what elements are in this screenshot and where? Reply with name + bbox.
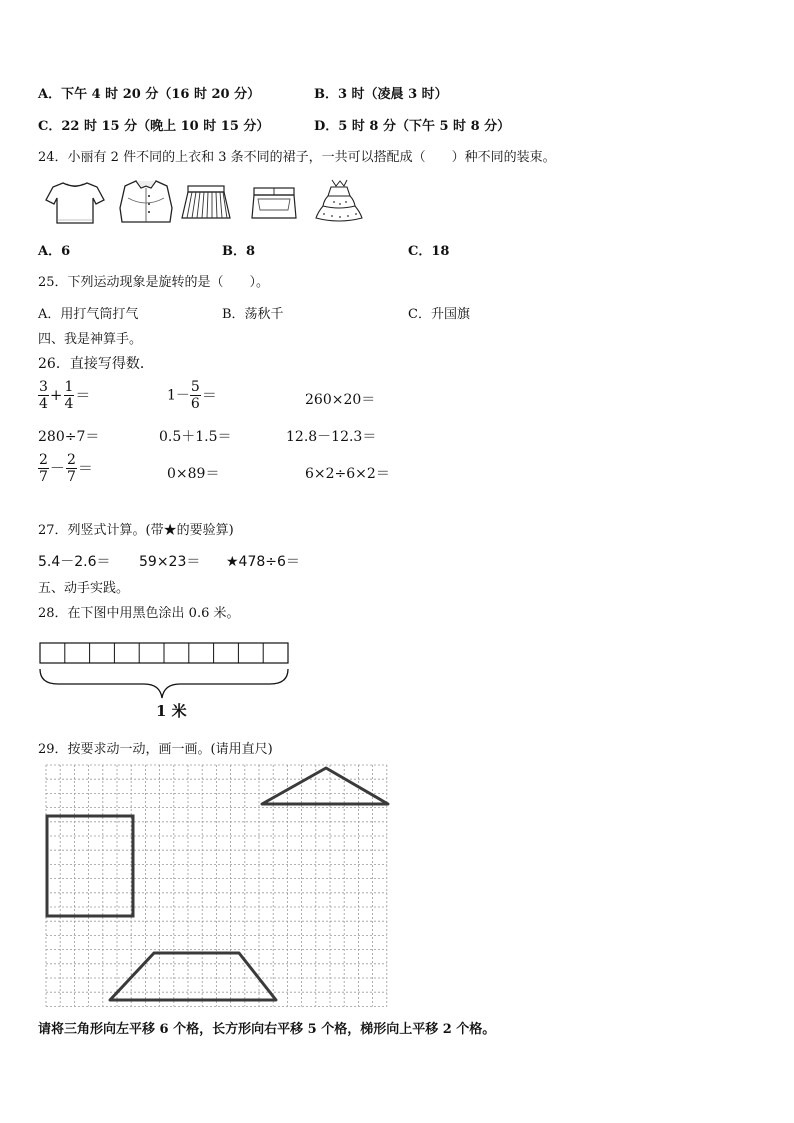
expr-lead: 1－ [167,387,190,404]
shirt-icon [45,180,105,226]
q26-expr-8: 0×89＝ [167,466,220,482]
q27-expr-3: ★478÷6＝ [226,554,300,570]
pleated-skirt-icon [180,184,232,222]
operator: + [49,385,63,404]
q25-option-c[interactable]: C．升国旗 [408,307,470,322]
meter-strip-diagram [36,640,294,704]
q23-option-d[interactable]: D．5 时 8 分（下午 5 时 8 分） [314,119,511,134]
q23-option-a[interactable]: A．下午 4 时 20 分（16 时 20 分） [38,87,261,102]
q27-expr-2: 59×23＝ [139,554,201,570]
q26-expr-7 [38,453,94,484]
q26-expr-2 [167,380,218,411]
grid-diagram [44,762,394,1008]
fraction-numerator: 2 [39,452,48,468]
trapezoid-shape [110,953,276,1000]
q25-option-a[interactable]: A．用打气筒打气 [38,307,139,322]
q27-expr-1: 5.4－2.6＝ [38,554,111,570]
equals-sign: ＝ [75,385,91,404]
q27-title: 27．列竖式计算。(带★的要验算) [38,523,234,538]
q23-option-b[interactable]: B．3 时（凌晨 3 时） [314,87,448,102]
q26-expr-1 [38,380,91,411]
q23-option-c[interactable]: C．22 时 15 分（晚上 10 时 15 分） [38,119,270,134]
fraction-numerator: 1 [64,379,74,395]
fraction-denominator: 7 [39,469,48,485]
triangle-shape [262,768,388,804]
q29-instruction: 请将三角形向左平移 6 个格，长方形向右平移 5 个格，梯形向上平移 2 个格。 [38,1022,496,1037]
q26-expr-5: 0.5＋1.5＝ [159,429,232,445]
fraction-denominator: 6 [190,396,200,412]
q26-expr-9: 6×2÷6×2＝ [305,466,390,482]
q26-title: 26．直接写得数． [38,356,154,372]
q28-question: 28．在下图中用黑色涂出 0.6 米。 [38,606,240,621]
q26-expr-3: 260×20＝ [305,392,376,408]
equals-sign: ＝ [201,385,217,404]
q29-question: 29．按要求动一动，画一画。(请用直尺) [38,742,273,757]
fraction-numerator: 2 [66,452,76,468]
fraction-denominator: 4 [39,396,48,412]
section-4-heading: 四、我是神算手。 [38,332,143,347]
q24-option-b[interactable]: B．8 [222,244,256,259]
q28-label-1m: 1 米 [156,702,187,720]
section-5-heading: 五、动手实践。 [38,581,130,596]
short-skirt-icon [250,186,298,222]
jacket-icon [118,178,174,226]
q26-expr-6: 12.8－12.3＝ [286,429,377,445]
q25-question: 25．下列运动现象是旋转的是（ ）。 [38,275,270,290]
q24-option-c[interactable]: C．18 [408,244,450,259]
fraction-denominator: 7 [66,469,76,485]
fraction-numerator: 5 [190,379,200,395]
q24-question: 24．小丽有 2 件不同的上衣和 3 条不同的裙子，一共可以搭配成（ ）种不同的装束。 [38,150,556,165]
equals-sign: ＝ [77,458,93,477]
fraction-denominator: 4 [64,396,74,412]
q25-option-b[interactable]: B．荡秋千 [222,307,284,322]
q26-expr-4: 280÷7＝ [38,429,100,445]
fraction-numerator: 3 [39,379,48,395]
brace [40,669,288,698]
ruffled-skirt-icon [314,178,364,224]
q24-option-a[interactable]: A．6 [38,244,71,259]
operator: － [49,458,65,477]
